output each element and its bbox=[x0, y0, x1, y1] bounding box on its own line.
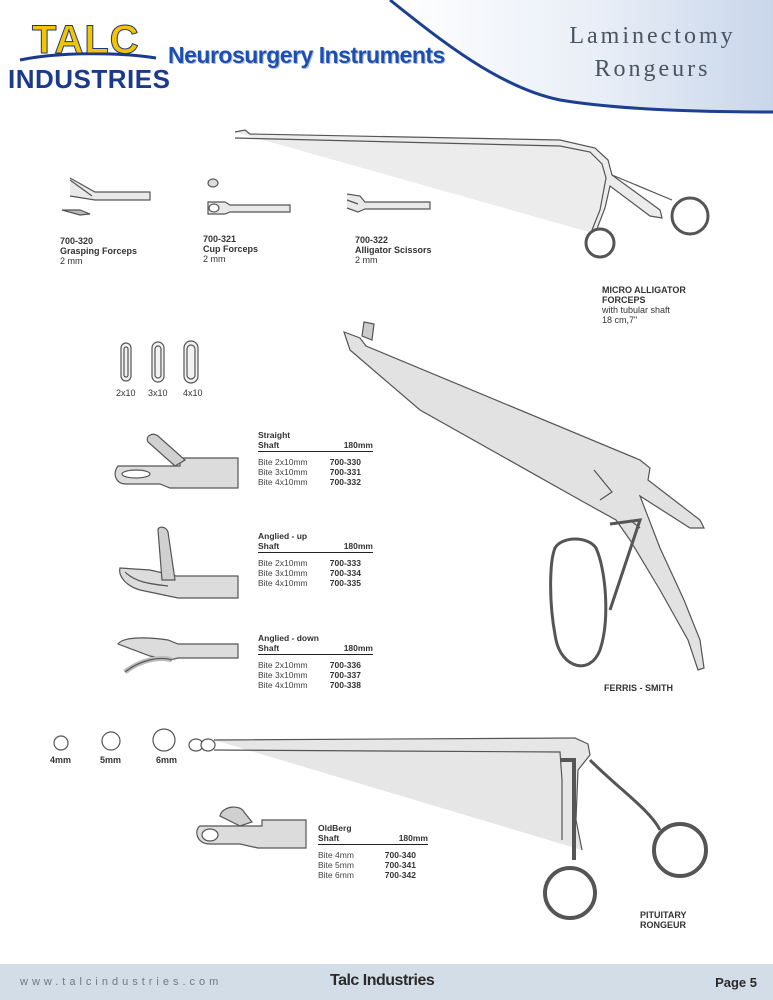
bite-size-label: 2x10 bbox=[116, 388, 136, 398]
spec-row bbox=[318, 860, 428, 870]
spec-title: Anglied - up bbox=[258, 531, 308, 541]
code-text: 700-341 bbox=[384, 860, 416, 870]
cup-size-label: 6mm bbox=[156, 755, 178, 765]
bite-size-label: 3x10 bbox=[148, 388, 168, 398]
grasping-forceps-image bbox=[62, 178, 150, 215]
bite-size-label: 4x10 bbox=[183, 388, 203, 398]
bite-text: Bite 3x10mm bbox=[258, 467, 308, 477]
code-text: 700-342 bbox=[384, 870, 416, 880]
spec-title: Anglied - down bbox=[258, 633, 319, 643]
spec-table-oldberg bbox=[318, 823, 428, 880]
spec-row bbox=[258, 477, 373, 487]
angled-down-shaft-tip-image bbox=[118, 638, 238, 672]
bite-text: Bite 5mm bbox=[318, 860, 354, 870]
product-code: 700-321 bbox=[203, 234, 237, 244]
spec-length: 180mm bbox=[398, 833, 428, 843]
cup-forceps-image bbox=[208, 179, 290, 214]
page-title: Neurosurgery Instruments bbox=[168, 42, 445, 68]
spec-table-angled-down bbox=[258, 633, 373, 690]
section-title-line1: Laminectomy bbox=[569, 23, 736, 49]
spec-row bbox=[258, 568, 373, 578]
spec-subtitle: Shaft bbox=[258, 440, 280, 450]
code-text: 700-332 bbox=[329, 477, 361, 487]
angled-up-shaft-tip-image bbox=[120, 527, 238, 598]
spec-subtitle: Shaft bbox=[318, 833, 340, 843]
code-text: 700-330 bbox=[329, 457, 361, 467]
product-label-alligator-scissors bbox=[355, 235, 432, 265]
spec-row bbox=[258, 578, 373, 588]
spec-header bbox=[318, 823, 428, 845]
micro-line2: FORCEPS bbox=[602, 295, 646, 305]
cup-size-label: 5mm bbox=[100, 755, 122, 765]
spec-table-angled-up bbox=[258, 531, 373, 588]
code-text: 700-337 bbox=[329, 670, 361, 680]
spec-title: Straight bbox=[258, 430, 291, 440]
micro-alligator-label bbox=[602, 285, 686, 325]
product-code: 700-320 bbox=[60, 236, 94, 246]
spec-row bbox=[258, 467, 373, 477]
spec-row bbox=[258, 670, 373, 680]
micro-line4: 18 cm,7" bbox=[602, 315, 638, 325]
bite-size-tips-image bbox=[121, 341, 198, 383]
bite-text: Bite 2x10mm bbox=[258, 558, 308, 568]
bite-text: Bite 2x10mm bbox=[258, 457, 308, 467]
spec-table-straight bbox=[258, 430, 373, 487]
spec-subtitle: Shaft bbox=[258, 541, 280, 551]
code-text: 700-340 bbox=[384, 850, 416, 860]
bite-text: Bite 3x10mm bbox=[258, 670, 308, 680]
bite-text: Bite 4x10mm bbox=[258, 578, 308, 588]
pituitary-line1: PITUITARY bbox=[640, 910, 687, 920]
micro-line3: with tubular shaft bbox=[602, 305, 671, 315]
logo-talc-text: TALC bbox=[32, 18, 140, 62]
alligator-scissors-image bbox=[347, 194, 430, 212]
bite-text: Bite 4x10mm bbox=[258, 680, 308, 690]
product-size: 2 mm bbox=[203, 254, 226, 264]
spec-subtitle: Shaft bbox=[258, 643, 280, 653]
spec-title: OldBerg bbox=[318, 823, 352, 833]
spec-length: 180mm bbox=[343, 643, 373, 653]
spec-header bbox=[258, 531, 373, 553]
spec-row bbox=[258, 660, 373, 670]
product-label-grasping-forceps bbox=[60, 236, 137, 266]
pituitary-line2: RONGEUR bbox=[640, 920, 687, 930]
product-label-cup-forceps bbox=[203, 234, 258, 264]
micro-alligator-forceps-image bbox=[235, 130, 708, 257]
product-name: Grasping Forceps bbox=[60, 246, 138, 256]
code-text: 700-338 bbox=[329, 680, 361, 690]
spec-row bbox=[318, 850, 428, 860]
product-size: 2 mm bbox=[60, 256, 83, 266]
page-number: Page 5 bbox=[715, 975, 757, 990]
page-footer bbox=[0, 964, 773, 1000]
section-title-line2: Rongeurs bbox=[594, 56, 711, 82]
cup-size-label: 4mm bbox=[50, 755, 72, 765]
logo-industries-text: INDUSTRIES bbox=[8, 64, 171, 94]
ferris-smith-rongeur-image bbox=[344, 322, 704, 670]
bite-text: Bite 4x10mm bbox=[258, 477, 308, 487]
product-code: 700-322 bbox=[355, 235, 389, 245]
bite-text: Bite 6mm bbox=[318, 870, 354, 880]
spec-row bbox=[258, 457, 373, 467]
bite-text: Bite 4mm bbox=[318, 850, 354, 860]
spec-row bbox=[318, 870, 428, 880]
code-text: 700-334 bbox=[329, 568, 361, 578]
code-text: 700-331 bbox=[329, 467, 361, 477]
spec-length: 180mm bbox=[343, 440, 373, 450]
micro-line1: MICRO ALLIGATOR bbox=[602, 285, 686, 295]
cup-size-circles-image bbox=[54, 729, 175, 751]
spec-length: 180mm bbox=[343, 541, 373, 551]
spec-header bbox=[258, 633, 373, 655]
product-name: Alligator Scissors bbox=[355, 245, 432, 255]
straight-shaft-tip-image bbox=[115, 434, 238, 488]
bite-text: Bite 3x10mm bbox=[258, 568, 308, 578]
code-text: 700-336 bbox=[329, 660, 361, 670]
footer-url[interactable]: www.talcindustries.com bbox=[20, 976, 223, 988]
pituitary-rongeur-label bbox=[640, 910, 687, 930]
spec-row bbox=[258, 558, 373, 568]
code-text: 700-333 bbox=[329, 558, 361, 568]
bite-text: Bite 2x10mm bbox=[258, 660, 308, 670]
product-name: Cup Forceps bbox=[203, 244, 259, 254]
code-text: 700-335 bbox=[329, 578, 361, 588]
spec-row bbox=[258, 680, 373, 690]
oldberg-shaft-tip-image bbox=[197, 807, 306, 848]
footer-company: Talc Industries bbox=[330, 972, 435, 989]
ferris-smith-label: FERRIS - SMITH bbox=[604, 683, 673, 693]
product-size: 2 mm bbox=[355, 255, 378, 265]
spec-header bbox=[258, 430, 373, 452]
